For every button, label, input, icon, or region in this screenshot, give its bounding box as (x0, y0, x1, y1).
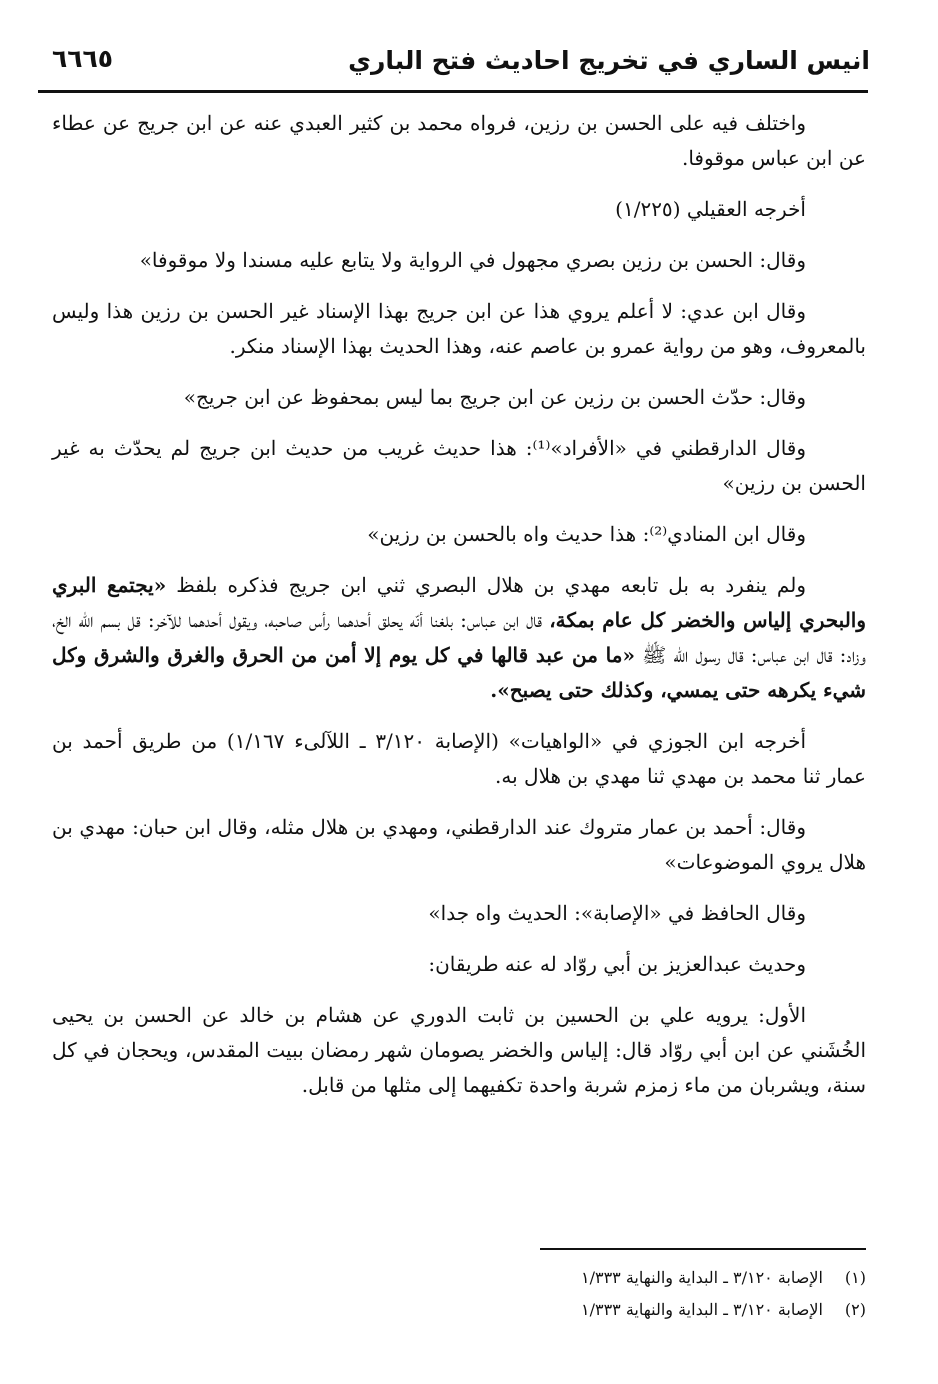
footnote-text: الإصابة ٣/١٢٠ ـ البداية والنهاية ١/٣٣٣ (581, 1268, 823, 1287)
page-number: ٦٦٦٥ (52, 44, 114, 73)
footnotes (60, 1262, 866, 1326)
paragraph-text: قال ابن عباس: بلغنا أنّه يحلق أحدهما رأس صاحبه، ويقول أحدهما للآخر: قل بسم الله الخ، وزاد: قال ابن عباس: قال رسول الله ﷺ (52, 608, 867, 667)
header-divider (38, 90, 868, 93)
paragraph: وقال ابن المنادي⁽²⁾: هذا حديث واه بالحسن بن رزين» (367, 522, 806, 546)
running-header (50, 44, 870, 88)
paragraph: واختلف فيه على الحسن بن رزين، فرواه محمد بن كثير العبدي عنه عن ابن جريج عن عطاء عن ابن عباس موقوفا. (52, 111, 866, 170)
paragraph: أخرجه العقيلي (١/٢٢٥) (615, 197, 806, 221)
paragraph: وقال: أحمد بن عمار متروك عند الدارقطني، ومهدي بن هلال مثله، وقال ابن حبان: مهدي بن هلال يروي الموضوعات» (52, 815, 866, 874)
main-text (52, 106, 866, 1119)
paragraph-text: ولم ينفرد به بل تابعه مهدي بن هلال البصري ثني ابن جريج فذكره بلفظ (166, 573, 806, 597)
footnote-number: (٢) (844, 1300, 866, 1319)
hadith-text-bold: «ما من عبد قالها في كل يوم إلا أمن من الحرق والغرق والشرق وكل شيء يكرهه حتى يمسي، وكذلك حتى يصبح». (52, 643, 866, 702)
paragraph: وقال ابن عدي: لا أعلم يروي هذا عن ابن جريج بهذا الإسناد غير الحسن بن رزين هذا وليس بالمعروف، وهو من رواية عمرو بن عاصم عنه، وهذا الحديث بهذا الإسناد منكر. (52, 299, 866, 358)
paragraph: الأول: يرويه علي بن الحسين بن ثابت الدوري عن هشام بن خالد عن الحسن بن يحيى الخُشَني عن ابن أبي روّاد قال: إلياس والخضر يصومان شهر رمضان ببيت المقدس، ويحجان في كل سنة، ويشربان من ماء زمزم شربة واحدة تكفيهما إلى مثلها من قابل. (52, 1003, 867, 1097)
footnote (60, 1262, 866, 1294)
footnote (60, 1294, 866, 1326)
paragraph: وقال الحافظ في «الإصابة»: الحديث واه جدا» (428, 901, 806, 925)
footnote-number: (١) (844, 1268, 866, 1287)
book-title: انيس الساري في تخريج احاديث فتح الباري (348, 46, 870, 75)
paragraph: أخرجه ابن الجوزي في «الواهيات» (الإصابة ٣/١٢٠ ـ اللآلىء ١/١٦٧) من طريق أحمد بن عمار ثنا محمد بن مهدي ثنا مهدي بن هلال به. (52, 729, 866, 788)
footnote-text: الإصابة ٣/١٢٠ ـ البداية والنهاية ١/٣٣٣ (581, 1300, 823, 1319)
paragraph: وقال: الحسن بن رزين بصري مجهول في الرواية ولا يتابع عليه مسندا ولا موقوفا» (139, 248, 806, 272)
paragraph-with-hadith (52, 568, 866, 708)
paragraph: وحديث عبدالعزيز بن أبي روّاد له عنه طريقان: (428, 952, 806, 976)
paragraph: وقال: حدّث الحسن بن رزين عن ابن جريج بما ليس بمحفوظ عن ابن جريج» (183, 385, 806, 409)
hadith-text-bold: «يجتمع البري والبحري إلياس والخضر كل عام بمكة، (52, 573, 867, 632)
footnote-divider (540, 1248, 866, 1250)
paragraph: وقال الدارقطني في «الأفراد»⁽¹⁾: هذا حديث غريب من حديث ابن جريج لم يحدّث به غير الحسن بن رزين» (52, 436, 866, 495)
